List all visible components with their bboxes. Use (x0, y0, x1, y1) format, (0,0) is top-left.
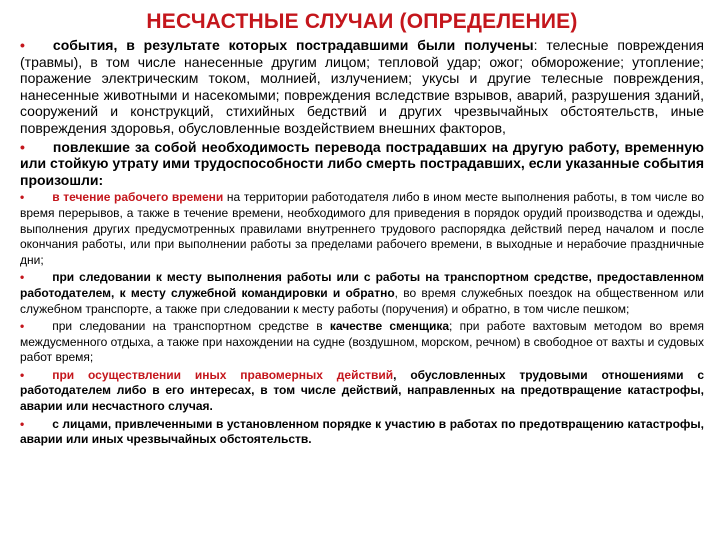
working-time-lead: в течение рабочего времени (52, 190, 224, 205)
bullet-icon: • (20, 319, 25, 334)
bullet-icon: • (20, 367, 25, 382)
paragraph-shift-worker (20, 319, 704, 366)
commute-text: , во время служебных поездок на общественном или служебном транспорте, а также при следовании к месту работы (поручения) и обратно, в том числе пешком; (20, 285, 705, 316)
lawful-actions-lead: при осуществлении иных правомерных действий (52, 367, 394, 382)
page-title: НЕСЧАСТНЫЕ СЛУЧАИ (ОПРЕДЕЛЕНИЕ) (146, 10, 578, 33)
lawful-actions-text: , обусловленных трудовыми отношениями с работодателем либо в его интересах, в том числе действий, направленных на предотвращение катастрофы, аварии или несчастного случая. (20, 367, 704, 414)
bullet-icon: • (20, 190, 25, 205)
commute-lead: при следовании к месту выполнения работы или с работы на транспортном средстве, предоставленном работодателем, к месту служебной командировки и обратно (20, 270, 704, 300)
shift-worker-text: ; при работе вахтовым методом во время междусменного отдыха, а также при нахождении на судне (воздушном, морском, речном) в свободное от вахты и судовых работ время; (20, 319, 704, 365)
shift-worker-before: при следовании на транспортном средстве в (52, 319, 330, 334)
paragraph-commute (20, 270, 704, 317)
working-time-text: на территории работодателя либо в ином месте выполнения работы, в том числе во время перерывов, а также в течение времени, необходимого для приведения в порядок орудий производства и одежды, выполнения других предусмотренных правилами внутреннего трудового распорядка действий перед началом и после окончания работы, или при выполнении работы за пределами рабочего времени, в выходные и нерабочие праздничные дни; (20, 190, 704, 267)
consequences-text: повлекшие за собой необходимость перевода пострадавших на другую работу, временную или стойкую утрату ими трудоспособности либо смерть пострадавших, если указанные события произошли: (20, 138, 704, 188)
paragraph-consequences (20, 139, 704, 189)
paragraph-working-time (20, 190, 704, 268)
bullet-icon: • (20, 270, 25, 285)
involved-persons-text: с лицами, привлеченными в установленном порядке к участию в работах по предотвращению катастрофы, аварии или иных чрезвычайных обстоятельств. (20, 416, 704, 447)
events-text: : телесные повреждения (травмы), в том числе нанесенные другим лицом; тепловой удар; ожог; обморожение; утопление; поражение электрическим током, молнией, излучением; укусы и другие телесные повреждения, нанесенные животными и насекомыми; повреждения вследствие взрывов, аварий, разрушения зданий, сооружений и конструкций, стихийных бедствий и других чрезвычайных обстоятельств, иные повреждения здоровья, обусловленные воздействием внешних факторов, (20, 37, 704, 136)
paragraph-lawful-actions (20, 368, 704, 415)
shift-worker-lead: качестве сменщика (329, 319, 450, 334)
bullet-icon: • (20, 37, 25, 53)
paragraph-involved-persons (20, 417, 704, 448)
paragraph-events (20, 37, 704, 137)
bullet-icon: • (20, 416, 25, 431)
events-lead: события, в результате которых пострадавшими были получены (52, 37, 534, 53)
bullet-icon: • (20, 138, 25, 155)
